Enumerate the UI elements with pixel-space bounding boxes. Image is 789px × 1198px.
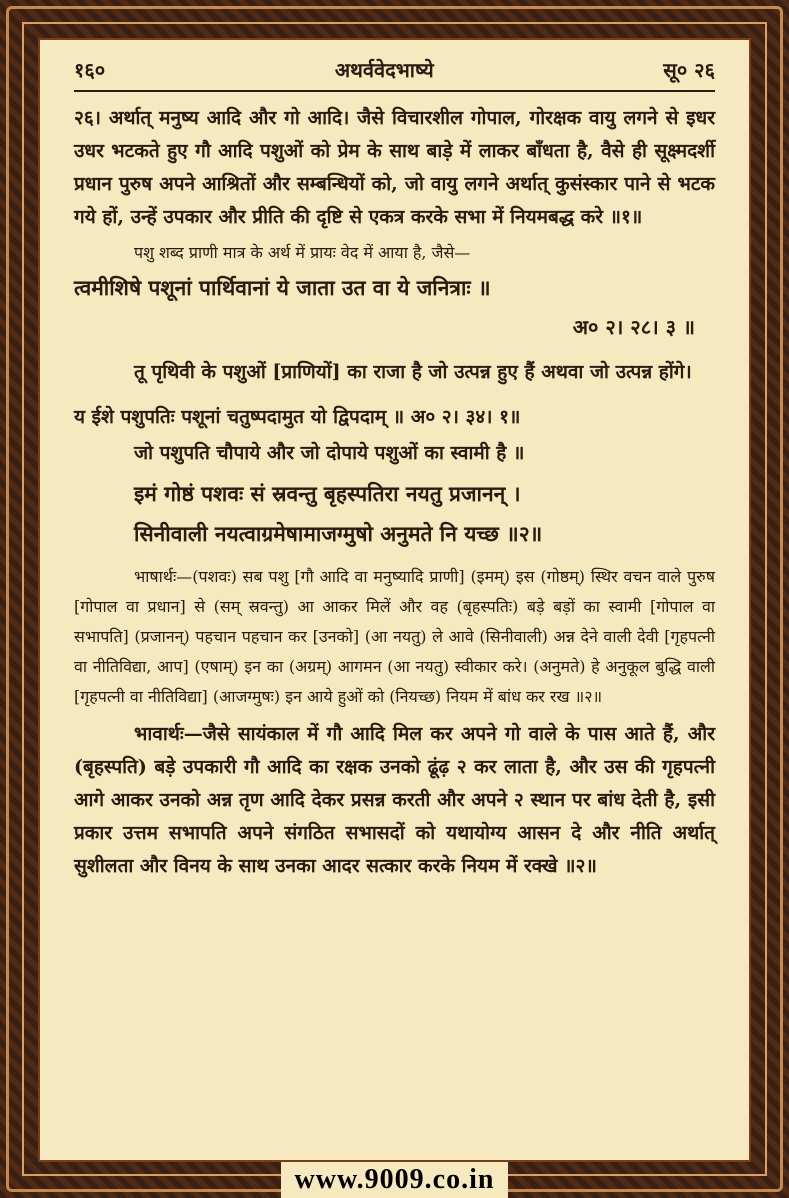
mantra-reference-1: अ० २। २८। ३ ॥	[572, 315, 695, 339]
website-url: www.9009.co.in	[281, 1162, 509, 1198]
bhasharth-paragraph: भाषार्थः—(पशवः) सब पशु [गौ आदि वा मनुष्यादि प्राणी] (इमम्) इस (गोष्ठम्) स्थिर वचन वाले पुरुष [गोपाल वा प्रधान] से (सम् स्रवन्तु) आ आकर मिलें और वह (बृहस्पतिः) बड़े बड़ों का स्वामी [गोपाल वा सभापति] (प्रजानन्) पहचान पहचान कर [उनको] (आ नयतु) ले आवे (सिनीवाली) अन्न देने वाली देवी [गृहपत्नी वा नीतिविद्या, आप] (एषाम्) इन का (अग्रम्) आगमन (आ नयतु) स्वीकार करे। (अनुमते) हे अनुकूल बुद्धि वाली [गृहपत्नी वा नीतिविद्या] (आजग्मुषः) इन आये हुओं को (नियच्छ) नियम में बांध कर रख ॥२॥	[74, 567, 715, 706]
page-title: अथर्ववेदभाष्ये	[334, 58, 434, 82]
page-number: १६०	[74, 58, 106, 82]
mantra-quote-1: त्वमीशिषे पशूनां पार्थिवानां ये जाता उत वा ये जनित्राः ॥	[74, 275, 491, 300]
paragraph-commentary: २६। अर्थात् मनुष्य आदि और गो आदि। जैसे विचारशील गोपाल, गोरक्षक वायु लगने से इधर उधर भटकते हुए गौ आदि पशुओं को प्रेम के साथ बाड़े में लाकर बाँधता है, वैसे ही सूक्ष्मदर्शी प्रधान पुरुष अपने आश्रितों और सम्बन्धियों को, जो वायु लगने अर्थात् कुसंस्कार पाने से भटक गये हों, उन्हें उपकार और प्रीति की दृष्टि से एकत्र करके सभा में नियमबद्ध करे ॥१॥	[74, 107, 715, 228]
mantra-quote-2: य ईशे पशुपतिः पशूनां चतुष्पदामुत यो द्विपदाम् ॥ अ० २। ३४। १॥	[74, 406, 521, 428]
footer	[0, 1162, 789, 1198]
page-header	[74, 56, 715, 86]
paragraph-translation-2: जो पशुपति चौपाये और जो दोपाये पशुओं का स्वामी है ॥	[134, 442, 525, 464]
bhavarth-paragraph: भावार्थः—जैसे सायंकाल में गौ आदि मिल कर अपने गो वाले के पास आते हैं, और (बृहस्पति) बड़े उपकारी गौ आदि का रक्षक उनको ढूंढ़ २ कर लाता है, और उस की गृहपत्नी आगे आकर उनको अन्न तृण आदि देकर प्रसन्न करती और अपने २ स्थान पर बांध देती है, इसी प्रकार उत्तम सभापति अपने संगठित सभासदों को यथायोग्य आसन दे और नीति अर्थात् सुशीलता और विनय के साथ उनका आदर सत्कार करके नियम में रक्खे ॥२॥	[74, 723, 715, 877]
header-rule	[74, 90, 715, 92]
mantra-line-1: इमं गोष्ठं पशवः सं स्रवन्तु बृहस्पतिरा नयतु प्रजानन् ।	[134, 481, 521, 506]
paragraph-intro: पशु शब्द प्राणी मात्र के अर्थ में प्रायः वेद में आया है, जैसे—	[134, 243, 471, 262]
mantra-line-2: सिनीवाली नयत्वाग्रमेषामाजग्मुषो अनुमते नि यच्छ ॥२॥	[134, 521, 543, 546]
book-page	[38, 38, 751, 1162]
sukta-number: सू० २६	[663, 58, 715, 82]
paragraph-translation-1: तू पृथिवी के पशुओं [प्राणियों] का राजा है जो उत्पन्न हुए हैं अथवा जो उत्पन्न होंगे।	[134, 361, 692, 383]
